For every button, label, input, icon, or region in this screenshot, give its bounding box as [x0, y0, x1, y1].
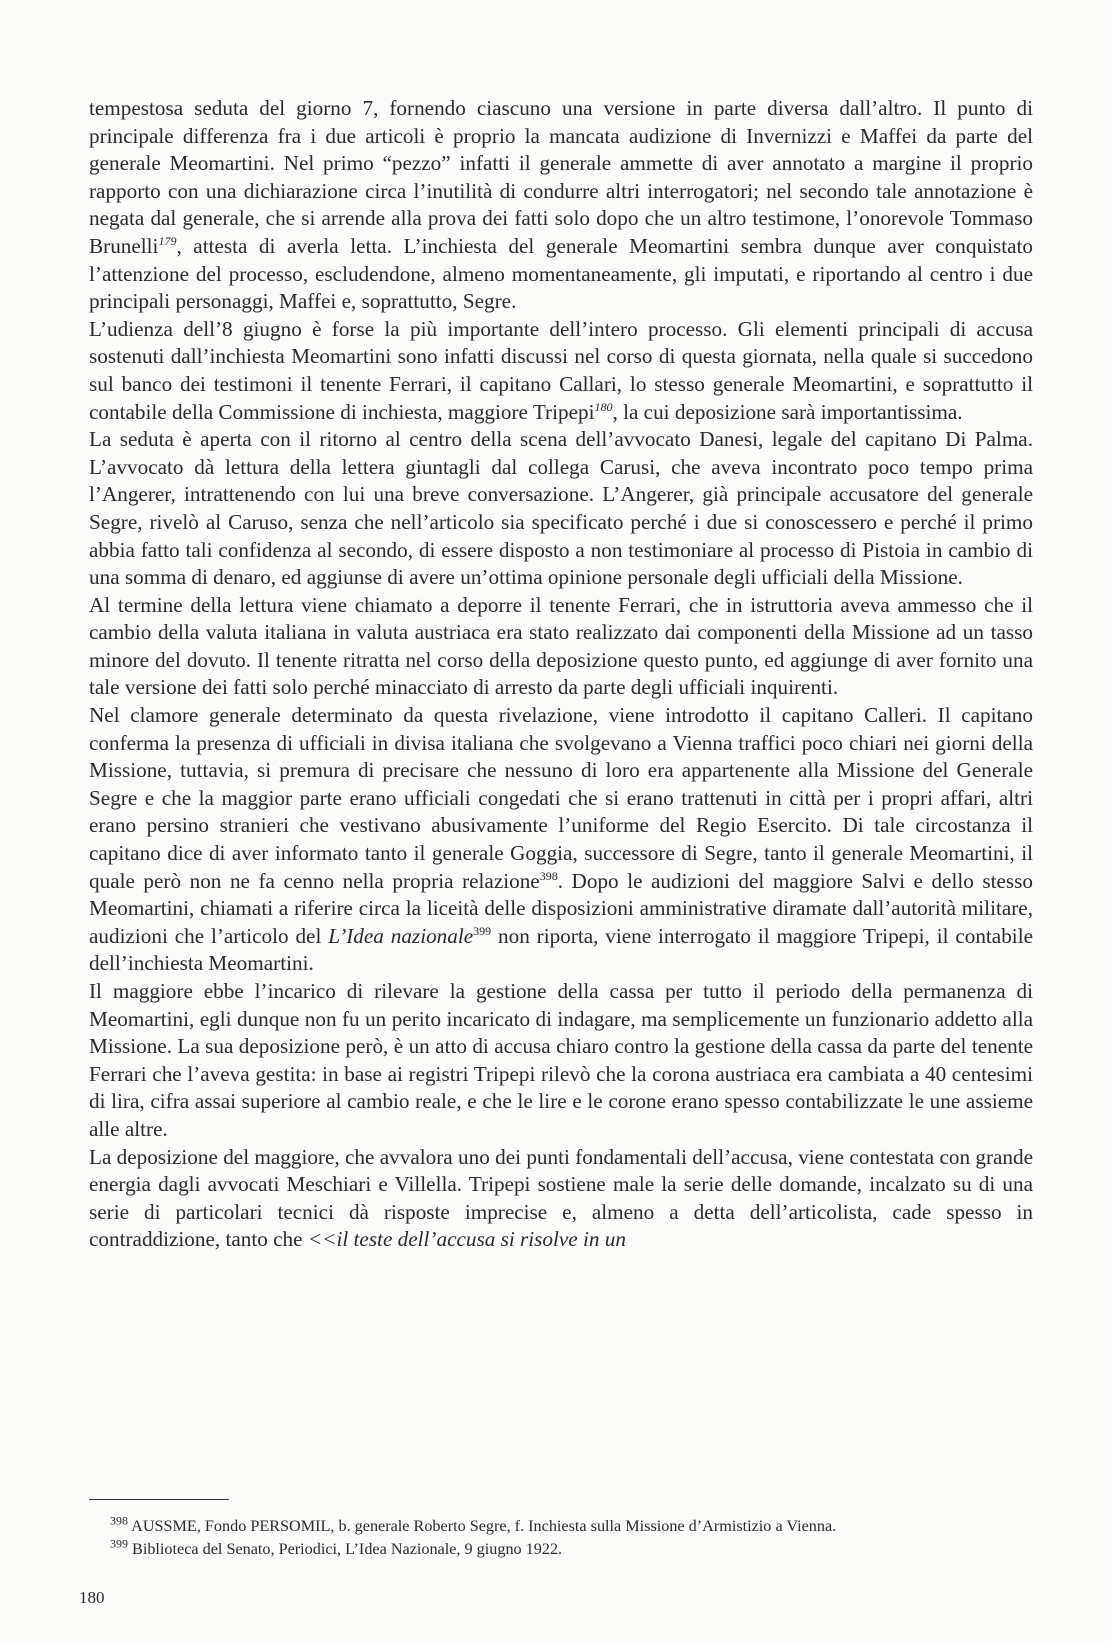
- footnote-number: 399: [110, 1536, 128, 1551]
- footnote-reference: 399: [473, 923, 492, 938]
- footnote-399: [110, 1538, 1030, 1561]
- footnote-text: Biblioteca del Senato, Periodici, L’Idea Nazionale, 9 giugno 1922.: [132, 1540, 563, 1558]
- paragraph: [89, 702, 1033, 978]
- text-run: Nel clamore generale determinato da questa rivelazione, viene introdotto il capitano Calleri. Il capitano conferma la presenza di ufficiali in divisa italiana che svolgevano a Vienna traffici poco chiari nei giorni della Missione, tuttavia, si premura di precisare che nessuno di loro era appartenente alla Missione del Generale Segre e che la maggior parte erano ufficiali congedati che si erano trattenuti in città per i propri affari, altri erano persino stranieri che vestivano abusivamente l’uniforme del Regio Esercito. Di tale circostanza il capitano dice di aver informato tanto il generale Goggia, successore di Segre, tanto il generale Meomartini, il quale però non ne fa cenno nella propria relazione: [89, 703, 1033, 893]
- footnote-reference: 179: [158, 233, 177, 248]
- body-text: [89, 95, 1033, 1254]
- text-run: non riporta, viene interrogato il maggiore Tripepi, il contabile dell’inchiesta Meomartini.: [89, 923, 1033, 976]
- paragraph: [89, 1144, 1033, 1254]
- paragraph: [89, 426, 1033, 592]
- text-run: La seduta è aperta con il ritorno al centro della scena dell’avvocato Danesi, legale del capitano Di Palma. L’avvocato dà lettura della lettera giuntagli dal collega Carusi, che aveva incontrato poco tempo prima l’Angerer, intrattenendo con lui una breve conversazione. L’Angerer, già principale accusatore del generale Segre, rivelò al Caruso, senza che nell’articolo sia specificato perché i due si conoscessero e perché il primo abbia fatto tali confidenza al secondo, di essere disposto a non testimoniare al processo di Pistoia in cambio di una somma di denaro, ed aggiunse di avere un’ottima opinione personale degli ufficiali della Missione.: [89, 427, 1033, 590]
- text-run: Il maggiore ebbe l’incarico di rilevare la gestione della cassa per tutto il periodo della permanenza di Meomartini, egli dunque non fu un perito incaricato di indagare, ma semplicemente un funzionario addetto alla Missione. La sua deposizione però, è un atto di accusa chiaro contro la gestione della cassa da parte del tenente Ferrari che l’aveva gestita: in base ai registri Tripepi rilevò che la corona austriaca era cambiata a 40 centesimi di lira, cifra assai superiore al cambio reale, e che le lire e le corone erano spesso contabilizzate le une assieme alle altre.: [89, 979, 1033, 1141]
- italic-text: L’Idea nazionale: [328, 923, 474, 948]
- paragraph: [89, 592, 1033, 702]
- text-run: , la cui deposizione sarà importantissima.: [612, 399, 963, 424]
- footnote-398: [110, 1515, 1030, 1538]
- text-run: tempestosa seduta del giorno 7, fornendo ciascuno una versione in parte diversa dall’altro. Il punto di principale differenza fra i due articoli è proprio la mancata audizione di Invernizzi e Maffei da parte del generale Meomartini. Nel primo “pezzo” infatti il generale ammette di aver annotato a margine il proprio rapporto con una dichiarazione circa l’inutilità di condurre altri interrogatori; nel secondo tale annotazione è negata dal generale, che si arrende alla prova dei fatti solo dopo che un altro testimone, l’onorevole Tommaso Brunelli: [89, 96, 1033, 258]
- paragraph: [89, 316, 1033, 426]
- text-run: , attesta di averla letta. L’inchiesta del generale Meomartini sembra dunque aver conquistato l’attenzione del processo, escludendone, almeno momentaneamente, gli imputati, e riportando al centro i due principali personaggi, Maffei e, soprattutto, Segre.: [89, 233, 1033, 314]
- footnote-separator: [89, 1499, 229, 1500]
- footnotes: [110, 1515, 1030, 1561]
- paragraph: [89, 95, 1033, 316]
- footnote-number: 398: [110, 1513, 128, 1528]
- footnote-text: AUSSME, Fondo PERSOMIL, b. generale Roberto Segre, f. Inchiesta sulla Missione d’Armistizio a Vienna.: [131, 1517, 837, 1535]
- text-run: . Dopo le audizioni del maggiore Salvi e dello stesso Meomartini, chiamati a riferire circa la liceità delle disposizioni amministrative diramate dall’autorità militare, audizioni che l’articolo del: [89, 868, 1033, 948]
- text-run: L’udienza dell’8 giugno è forse la più importante dell’intero processo. Gli elementi principali di accusa sostenuti dall’inchiesta Meomartini sono infatti discussi nel corso di questa giornata, nella quale si succedono sul banco dei testimoni il tenente Ferrari, il capitano Callari, lo stesso generale Meomartini, e soprattutto il contabile della Commissione di inchiesta, maggiore Tripepi: [89, 316, 1033, 424]
- italic-text: <<il teste dell’accusa si risolve in un: [307, 1227, 626, 1252]
- footnote-reference: 180: [594, 399, 613, 414]
- paragraph: [89, 978, 1033, 1144]
- footnote-reference: 398: [539, 868, 558, 883]
- text-run: Al termine della lettura viene chiamato a deporre il tenente Ferrari, che in istruttoria aveva ammesso che il cambio della valuta italiana in valuta austriaca era stato realizzato dai componenti della Missione ad un tasso minore del dovuto. Il tenente ritratta nel corso della deposizione questo punto, ed aggiunge di aver fornito una tale versione dei fatti solo perché minacciato di arresto da parte degli ufficiali inquirenti.: [89, 592, 1033, 700]
- text-run: La deposizione del maggiore, che avvalora uno dei punti fondamentali dell’accusa, viene contestata con grande energia dagli avvocati Meschiari e Villella. Tripepi sostiene male la serie delle domande, incalzato su di una serie di particolari tecnici dà risposte imprecise e, almeno a detta dell’articolista, cade spesso in contraddizione, tanto che: [89, 1144, 1033, 1252]
- page-number: 180: [79, 1588, 105, 1607]
